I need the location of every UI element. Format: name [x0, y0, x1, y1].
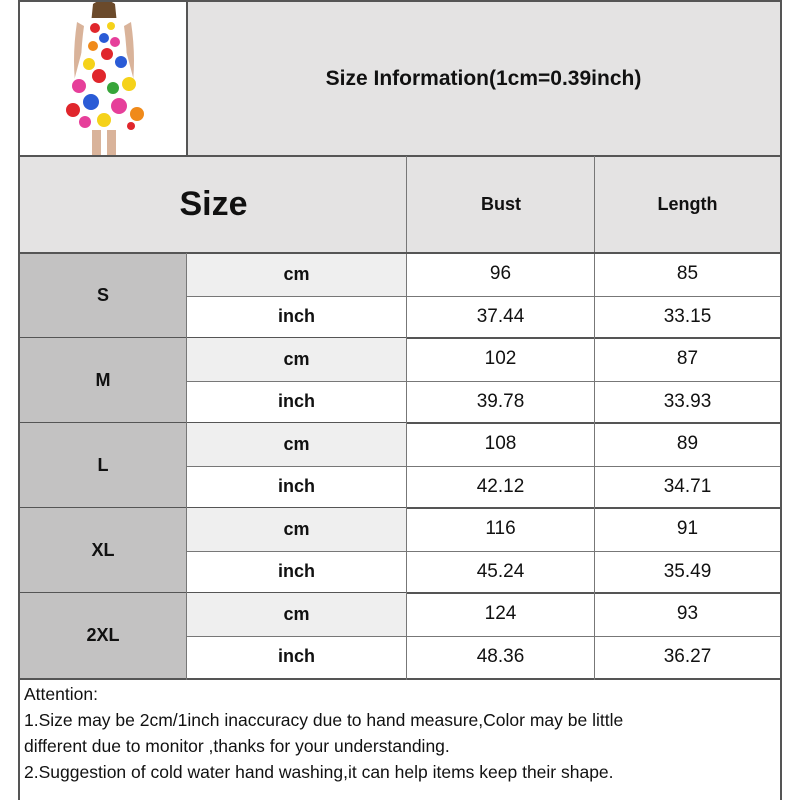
unit-cm-cell-text: cm [283, 348, 310, 369]
bust-cm-value-text: 96 [489, 263, 512, 285]
size-cell-text: XL [91, 540, 115, 560]
attention-notes [18, 680, 782, 800]
unit-cm-cell-text: cm [283, 518, 310, 539]
size-header-label: Size [179, 185, 248, 223]
unit-cm-cell-text: cm [283, 603, 310, 624]
length-cm-value-text: 91 [676, 518, 699, 540]
bust-cm-value-text: 102 [484, 348, 517, 370]
size-cell-text: L [97, 455, 109, 475]
bust-cm-value-text: 124 [484, 603, 517, 625]
size-cell-text: M [95, 370, 111, 390]
divider [594, 156, 595, 680]
divider [186, 0, 188, 156]
divider [18, 252, 782, 254]
notes-heading: Attention: [24, 684, 98, 704]
length-inch-value-text: 35.49 [663, 560, 712, 582]
unit-cm-cell-text: cm [283, 263, 310, 284]
notes-line: different due to monitor ,thanks for your understanding. [24, 736, 450, 756]
divider [18, 155, 782, 157]
unit-cm-cell-text: cm [283, 433, 310, 454]
length-inch-value-text: 33.15 [663, 305, 712, 327]
unit-inch-cell-text: inch [277, 391, 315, 412]
size-cell-text: 2XL [86, 625, 120, 645]
length-inch-value-text: 36.27 [663, 645, 712, 667]
table-border [18, 0, 782, 680]
bust-inch-value-text: 48.36 [476, 645, 525, 667]
notes-line: 1.Size may be 2cm/1inch inaccuracy due to hand measure,Color may be little [24, 710, 624, 730]
unit-inch-cell-text: inch [277, 306, 315, 327]
unit-inch-cell-text: inch [277, 476, 315, 497]
length-inch-value-text: 34.71 [663, 475, 712, 497]
length-header-label: Length [657, 194, 718, 214]
bust-cm-value-text: 108 [484, 433, 517, 455]
size-cell-text: S [96, 285, 109, 305]
length-inch-value-text: 33.93 [663, 390, 712, 412]
unit-inch-cell-text: inch [277, 646, 315, 667]
bust-inch-value-text: 42.12 [476, 475, 525, 497]
unit-inch-cell-text: inch [277, 561, 315, 582]
length-cm-value-text: 93 [676, 603, 699, 625]
bust-cm-value-text: 116 [485, 518, 516, 540]
bust-header-label: Bust [481, 194, 521, 214]
notes-line: 2.Suggestion of cold water hand washing,it can help items keep their shape. [24, 762, 614, 782]
length-cm-value-text: 85 [676, 263, 699, 285]
divider [186, 253, 187, 680]
bust-inch-value-text: 39.78 [476, 390, 525, 412]
bust-inch-value-text: 45.24 [476, 560, 525, 582]
divider [406, 156, 407, 680]
length-cm-value-text: 89 [676, 433, 699, 455]
page-title: Size Information(1cm=0.39inch) [325, 67, 642, 90]
bust-inch-value-text: 37.44 [476, 305, 525, 327]
length-cm-value-text: 87 [676, 348, 699, 370]
